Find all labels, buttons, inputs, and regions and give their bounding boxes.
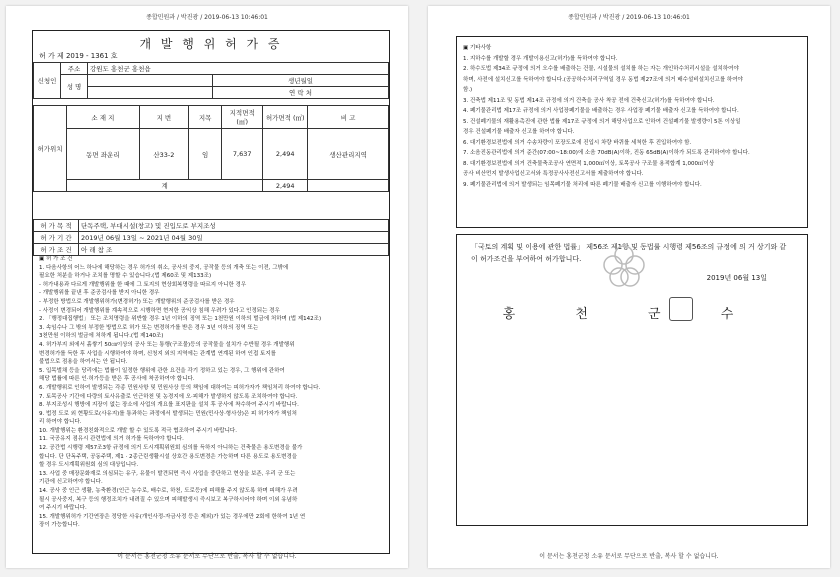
permit-page-left <box>6 6 408 568</box>
site-header: 허가면적 (㎡) <box>263 106 308 129</box>
condition-line: 5. 입목벌채 등을 당리에는 법률이 일정한 행위에 관한 요건을 각기 정하고 있는 경우, 그 행위에 관하여 <box>39 367 285 374</box>
site-header: 소 재 지 <box>67 106 140 129</box>
condition-line: 4. 허가부지 외에서 흙쌓기 50㎝이상의 공사 또는 통행(구조물)등의 공작물을 설치가 수반될 경우 개발행위 <box>39 341 295 348</box>
name-value-2 <box>88 87 213 99</box>
period-label: 허 가 기 간 <box>34 232 79 244</box>
condition-line: 기관에 신고하여야 합니다. <box>39 479 103 486</box>
site-cell-permit-area: 2,494 <box>263 129 308 180</box>
note-line: 하며, 사전에 설치신고를 득하여야 합니다.(공공하수처리구역일 경우 동법 제27조에 의거 배수설비설치신고를 하여야 <box>463 76 743 83</box>
site-cell-landtype: 임 <box>189 129 222 180</box>
page-header: 종합민원과 / 박진광 / 2019-06-13 10:46:01 <box>146 14 268 21</box>
permit-frame <box>32 30 390 554</box>
address-label: 주소 <box>61 63 88 75</box>
site-header: 비 고 <box>308 106 389 129</box>
condition-line: 될시 공사중지, 복구 등의 행정조치가 내려질 수 있으며 피해발생시 즉시보고 복구하시어야 하며 이외 유념하 <box>39 496 298 503</box>
issuance-box <box>456 234 808 526</box>
official-seal-icon <box>669 297 693 321</box>
note-line: 6. 대기환경보전법에 의거 수송차량이 포장도로에 진입시 차량 바퀴를 세척한 후 진입하여야 함. <box>463 139 692 146</box>
name-value <box>88 75 213 87</box>
permit-info-table <box>33 219 389 256</box>
condition-line: 15. 개발행위허가 기간연장은 정당한 사유(개인사정-자금사정 등은 제외)가 있는 경우에만 2회에 한하여 1년 연 <box>39 513 306 520</box>
condition-line: 12. 공간법 시행령 제57조3항 규정에 의거 도시계획위원회 심의를 득하지 아니하는 건축물은 용도변경을 불가 <box>39 445 303 452</box>
condition-line: 2. 「행정대집행법」 또는 조치명령을 위반할 경우 1년 이하의 징역 또는 1천만원 이하의 벌금에 처하며 (법 제142조) <box>39 316 322 323</box>
note-line: 8. 대기환경보전법에 의거 건축물축조공사 연면적 1,000㎡이상, 토목공사 구조물 용적합계 1,000㎡이상 <box>463 160 715 167</box>
issuer-name: 홍 천 군 수 <box>502 307 762 322</box>
condition-line: 할 경우 도시계획위원회 심의 대상입니다. <box>39 462 139 469</box>
permit-title: 개 발 행 위 허 가 증 <box>139 37 283 51</box>
condition-line: 6. 개발행위로 인하여 발생되는 각종 민원사항 및 민원사상 등의 책임에 대하여는 피허가자가 책임처리 하여야 합니다. <box>39 384 321 391</box>
site-cell-area: 7,637 <box>222 129 263 180</box>
condition-line: 1. 다음사항의 어느 하나에 해당하는 경우 허가의 취소, 공사의 중지, 공작물 등의 개축 또는 이전, 그밖에 <box>39 264 289 271</box>
issuance-text: 「국토의 계획 및 이용에 관한 법률」 제56조 제1항 및 동법률 시행령 제56조의 규정에 의 거 상기와 같이 허가조건을 부여하여 허가합니다. <box>471 243 787 263</box>
condition-label: 허 가 조 건 <box>34 244 79 256</box>
note-line: 3. 건축법 제11조 및 동법 제14조 규정에 의거 건축을 공사 착공 전에 건축신고(허가)를 득하여야 합니다. <box>463 97 715 104</box>
birth-label: 생년월일 <box>213 75 389 87</box>
notes-frame <box>456 36 808 228</box>
note-line: ▣ 기타사항 <box>463 45 492 51</box>
site-table <box>33 105 389 192</box>
note-line: 7. 소음진동관리법에 의거 준간(07:00~18:00)에 소음 70dB(A)이하, 진동 65dB(A)이하가 되도록 관리하여야 합니다. <box>463 150 750 156</box>
site-header: 지 번 <box>139 106 188 129</box>
condition-line: 10. 개발행위는 환경친화적으로 개발 할 수 있도록 적극 협조하여 주시기 바랍니다. <box>39 427 237 434</box>
condition-line: - 부정한 방법으로 개발행위허가(변경허가) 또는 개발행위의 준공검사를 받은 경우 <box>39 298 235 305</box>
condition-line: 9. 법정 도로 외 현황도로(사유지)를 통과하는 과정에서 발생되는 민원(민사상·형사상)은 피 허가자가 책임처 <box>39 410 297 417</box>
note-line: 2. 하수도법 제34조 규정에 의거 오수를 배출하는 건물, 시설물의 설치를 하는 자는 개인하수처리시설을 설치하여야 <box>463 66 739 72</box>
issue-date: 2019년 06월 13일 <box>706 274 767 282</box>
condition-line: ▣ 허 가 조 건 <box>39 256 73 262</box>
condition-line: - 허가내용과 다르게 개발행위를 한 때에 그 토지의 현상회복명령을 따르지 아니한 경우 <box>39 281 247 288</box>
site-header: 지적면적 (㎡) <box>222 106 263 129</box>
note-line: 공사 비산먼지 발생사업신고서와 특정공사사전신고서를 제출하여야 합니다. <box>463 171 644 177</box>
condition-line: 불법으로 점용을 하여서는 안 됩니다. <box>39 359 128 366</box>
permit-page-right <box>428 6 830 568</box>
purpose-label: 허 가 목 적 <box>34 220 79 232</box>
condition-line: 14. 공사 중 인근 생활, 농축환경(인근 농수로, 배수로, 하천, 도로등)에 피해를 주지 않도록 하며 피해가 우려 <box>39 488 298 495</box>
address-value: 강원도 홍천군 홍천읍 <box>88 63 389 75</box>
note-line: 1. 지하수를 개발할 경우 개발이용신고(허가)를 득하여야 합니다. <box>463 55 618 62</box>
notes-list <box>463 43 801 190</box>
condition-line: 8. 부지조성시 행방에 지장이 없는 장소에 사업의 개요를 표지판을 설치 후 공사에 착수하여 주시기 바랍니다. <box>39 402 299 409</box>
condition-line: 여 주시기 바랍니다. <box>39 505 87 512</box>
site-header: 지목 <box>189 106 222 129</box>
note-line: 5. 건설폐기물의 재활용촉진에 관한 법률 제17조 규정에 의거 해당사업으로 인하여 건설폐기물 발생량이 5톤 이상일 <box>463 118 741 125</box>
condition-line: 3천만원 이하의 벌금에 처하게 됩니다.(법 제140조) <box>39 333 164 340</box>
note-line: 9. 폐기물관리법에 의거 발생되는 임목폐기물 처리에 따른 폐기물 배출자 신고를 이행하여야 합니다. <box>463 181 702 188</box>
condition-line: 리 하여야 합니다. <box>39 419 82 426</box>
applicant-label: 신청인 <box>34 63 61 99</box>
note-line: 4. 폐기물관리법 제17조 규정에 의거 사업장폐기물을 배출하는 경우 사업장 폐기물 배출자 신고를 득하여야 합니다. <box>463 108 739 114</box>
period-value: 2019년 06월 13일 ~ 2021년 04월 30일 <box>79 232 389 244</box>
name-label: 성 명 <box>61 75 88 99</box>
condition-value: 아 래 참 조 <box>79 244 389 256</box>
site-label: 허가위치 <box>34 106 67 192</box>
applicant-table <box>33 62 389 99</box>
condition-line: 3. 속임수나 그 밖의 부정한 방법으로 허가 또는 변경허가를 받은 경우 3년 이하의 징역 또는 <box>39 324 259 331</box>
condition-line: 13. 사업 중 매장문화재로 의심되는 유구, 유물이 발견되면 즉시 사업을 중단하고 현상을 보존, 우리 군 또는 <box>39 470 296 477</box>
conditions-list <box>39 255 383 530</box>
note-line: 경우 건설폐기물 배출자 신고를 하여야 합니다. <box>463 129 575 135</box>
county-emblem-icon <box>599 241 649 291</box>
total-label: 계 <box>67 180 263 192</box>
page-footer: 이 문서는 홍천군청 소유 문서로 무단으로 반출, 복사 할 수 없습니다. <box>117 553 297 560</box>
condition-line: - 개발행위를 끝낸 후 준공검사를 받지 아니한 경우 <box>39 290 160 297</box>
condition-line: 11. 국공유지 점유시 관련법에 의거 허가를 득하여야 합니다. <box>39 436 184 443</box>
total-blank <box>308 180 389 192</box>
total-value: 2,494 <box>263 180 308 192</box>
note-line: 함.) <box>463 87 473 93</box>
condition-line: 변경허가를 득한 후 사업을 시행하여야 하며, 신청지 외의 지역에는 관계법 연계된 하여 인접 토지를 <box>39 350 276 357</box>
site-cell-note: 생산관리지역 <box>308 129 389 180</box>
permit-number: 허 가 제 2019 - 1361 호 <box>39 52 118 60</box>
site-cell-lot: 산33-2 <box>139 129 188 180</box>
condition-line: 합니다. 단 단독주택, 공동주택, 제1 · 2종근린생활시설 상호간 용도변경은 가능하며 다른 용도로 용도변경을 <box>39 453 298 460</box>
condition-line: 필요한 처분을 하거나 조치를 명할 수 있습니다.(법 제60조 및 제133조) <box>39 273 212 280</box>
condition-line: 해당 법률에 따른 인·허가등을 받은 후 공사에 착공하여야 합니다. <box>39 376 195 383</box>
contact-label: 연 락 처 <box>213 87 389 99</box>
purpose-value: 단독주택, 부대시설(창고) 및 진입도로 부지조성 <box>79 220 389 232</box>
condition-line: - 사정이 변경되어 개발행위를 계속적으로 시행하면 현저한 공익상 침해 우려가 있다고 인정되는 경우 <box>39 307 280 314</box>
site-cell-location: 동면 좌운리 <box>67 129 140 180</box>
condition-line: 장이 가능합니다. <box>39 522 80 529</box>
page-footer: 이 문서는 홍천군청 소유 문서로 무단으로 반출, 복사 할 수 없습니다. <box>539 553 719 560</box>
page-header: 종합민원과 / 박진광 / 2019-06-13 10:46:01 <box>568 14 690 21</box>
condition-line: 7. 토목공사 기간에 다량의 토사유출로 인근하천 및 농경지에 오·피해가 발생하지 않도록 조치하여야 합니다. <box>39 393 298 400</box>
